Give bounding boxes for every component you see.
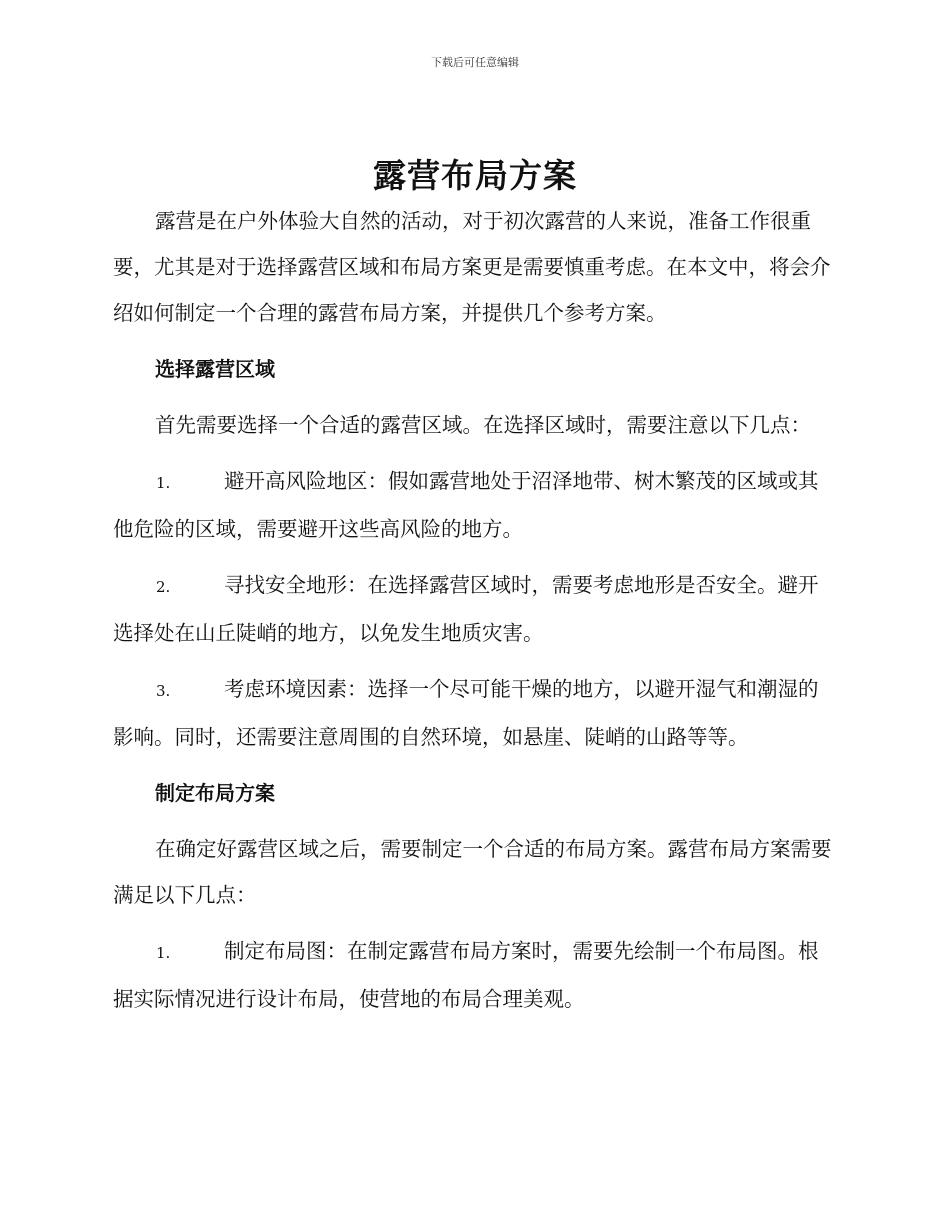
intro-paragraph: 露营是在户外体验大自然的活动，对于初次露营的人来说，准备工作很重要，尤其是对于选择露营区域和布局方案更是需要慎重考虑。在本文中，将会介绍如何制定一个合理的露营布局方案，并提供几个参考方案。 bbox=[113, 209, 831, 325]
list-item-text: 制定布局图：在制定露营布局方案时，需要先绘制一个布局图。根据实际情况进行设计布局，使营地的布局合理美观。 bbox=[113, 939, 819, 1011]
list-item bbox=[113, 458, 835, 552]
section2-lead-paragraph: 在确定好露营区域之后，需要制定一个合适的布局方案。露营布局方案需要满足以下几点： bbox=[113, 837, 832, 907]
list-item-number: 3. bbox=[156, 682, 171, 700]
list-item bbox=[113, 928, 835, 1022]
document-title: 露营布局方案 bbox=[373, 156, 577, 195]
document-body bbox=[113, 198, 835, 1022]
list-item-text: 寻找安全地形：在选择露营区域时，需要考虑地形是否安全。避开选择处在山丘陡峭的地方，以免发生地质灾害。 bbox=[113, 573, 819, 645]
list-item-number: 2. bbox=[156, 578, 171, 596]
section-heading-layout-plan: 制定布局方案 bbox=[155, 781, 275, 805]
section-heading-select-area: 选择露营区域 bbox=[155, 357, 275, 381]
list-item bbox=[113, 666, 835, 760]
list-item bbox=[113, 562, 835, 656]
list-item-text: 考虑环境因素：选择一个尽可能干燥的地方，以避开湿气和潮湿的影响。同时，还需要注意周围的自然环境，如悬崖、陡峭的山路等等。 bbox=[113, 677, 819, 749]
list-item-text: 避开高风险地区：假如露营地处于沼泽地带、树木繁茂的区域或其他危险的区域，需要避开这些高风险的地方。 bbox=[113, 469, 819, 541]
list-item-number: 1. bbox=[156, 944, 171, 962]
list-item-number: 1. bbox=[156, 474, 171, 492]
header-note: 下载后可任意编辑 bbox=[431, 56, 519, 69]
section1-lead-paragraph: 首先需要选择一个合适的露营区域。在选择区域时，需要注意以下几点： bbox=[155, 413, 811, 437]
